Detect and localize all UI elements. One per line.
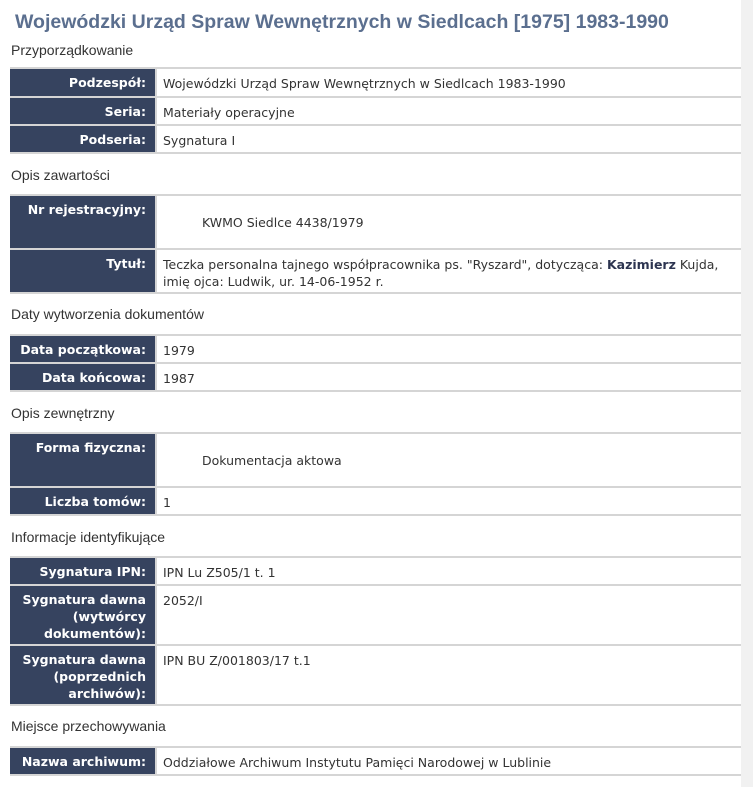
page-title: Wojewódzki Urząd Spraw Wewnętrznych w Siedlcach [1975] 1983-1990	[15, 11, 669, 33]
row-label: Data końcowa:	[10, 363, 156, 391]
table-row	[10, 433, 741, 487]
row-label: Podseria:	[10, 125, 156, 153]
row-value: Wojewódzki Urząd Spraw Wewnętrznych w Siedlcach 1983-1990	[156, 68, 741, 97]
table-row	[10, 747, 741, 775]
table-row	[10, 585, 741, 645]
row-label: Data początkowa:	[10, 335, 156, 363]
opis-zawartosci-table	[10, 194, 741, 294]
table-row	[10, 487, 741, 515]
table-row	[10, 125, 741, 153]
tytul-keyword-name: Kazimierz	[606, 257, 676, 272]
row-label: Nr rejestracyjny:	[10, 195, 156, 249]
row-label: Liczba tomów:	[10, 487, 156, 515]
section-heading-miejsce: Miejsce przechowywania	[11, 718, 166, 734]
row-label: Podzespół:	[10, 68, 156, 97]
table-row	[10, 195, 741, 249]
row-value: Sygnatura I	[156, 125, 741, 153]
row-value: 1979	[156, 335, 741, 363]
table-row	[10, 249, 741, 293]
row-label: Seria:	[10, 97, 156, 125]
liczba-tomow-value: 1	[156, 487, 741, 515]
row-value: IPN Lu Z505/1 t. 1	[156, 557, 741, 585]
nazwa-archiwum-value: Oddziałowe Archiwum Instytutu Pamięci Narodowej w Lublinie	[156, 747, 741, 775]
section-heading-opis-zawartosci: Opis zawartości	[11, 167, 110, 183]
row-value: 1987	[156, 363, 741, 391]
table-row	[10, 557, 741, 585]
row-label: Sygnatura dawna (wytwórcy dokumentów):	[10, 585, 156, 645]
informacje-table	[10, 556, 741, 706]
vertical-scrollbar[interactable]	[741, 0, 753, 787]
tytul-value	[156, 249, 741, 293]
section-heading-opis-zewnetrzny: Opis zewnętrzny	[11, 405, 115, 421]
tytul-text-post: Kujda, imię ojca: Ludwik, ur. 14-06-1952 r.	[163, 257, 719, 289]
section-heading-przyporzadkowanie: Przyporządkowanie	[11, 42, 134, 58]
nr-rejestracyjny-value: KWMO Siedlce 4438/1979	[156, 195, 741, 249]
row-label: Tytuł:	[10, 249, 156, 293]
row-label: Sygnatura IPN:	[10, 557, 156, 585]
section-heading-informacje: Informacje identyfikujące	[11, 529, 166, 545]
table-row	[10, 363, 741, 391]
daty-table	[10, 334, 741, 392]
opis-zewnetrzny-table	[10, 432, 741, 516]
row-value: Materiały operacyjne	[156, 97, 741, 125]
miejsce-table	[10, 746, 741, 776]
section-heading-daty: Daty wytworzenia dokumentów	[11, 306, 204, 322]
forma-fizyczna-value: Dokumentacja aktowa	[156, 433, 741, 487]
row-value: 2052/I	[156, 585, 741, 645]
przyporzadkowanie-table	[10, 67, 741, 154]
row-value: IPN BU Z/001803/17 t.1	[156, 645, 741, 705]
row-label: Nazwa archiwum:	[10, 747, 156, 775]
table-row	[10, 68, 741, 97]
table-row	[10, 97, 741, 125]
tytul-text-pre: Teczka personalna tajnego współpracownika ps. "Ryszard", dotycząca:	[163, 257, 607, 272]
table-row	[10, 335, 741, 363]
row-label: Sygnatura dawna (poprzednich archiwów):	[10, 645, 156, 705]
row-label: Forma fizyczna:	[10, 433, 156, 487]
table-row	[10, 645, 741, 705]
